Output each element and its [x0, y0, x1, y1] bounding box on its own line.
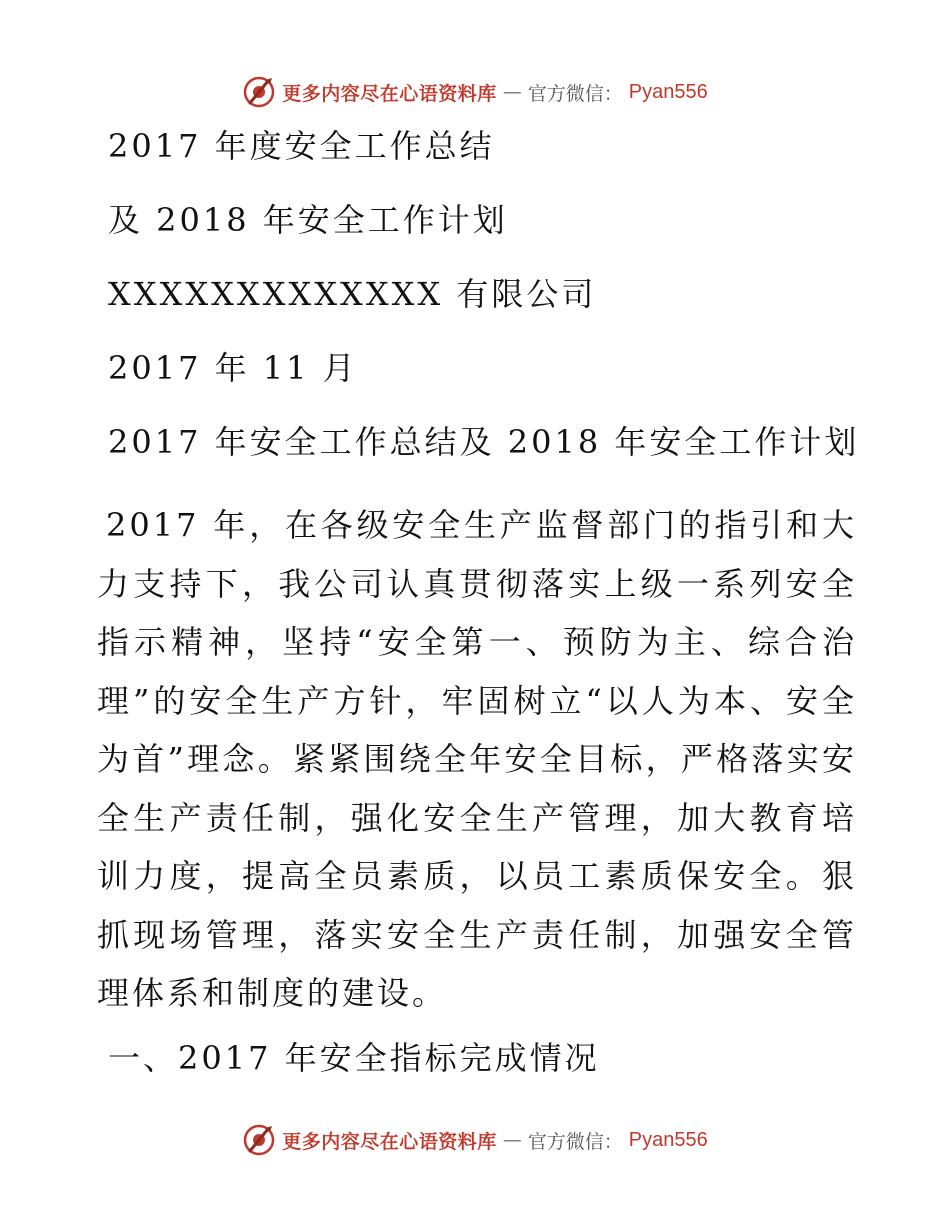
document-heading: 2017 年安全工作总结及 2018 年安全工作计划	[108, 423, 860, 461]
watermark-dash: —	[502, 81, 522, 103]
quill-seal-icon	[242, 1123, 276, 1157]
watermark-wechat-id: Pyan556	[628, 1128, 708, 1151]
intro-paragraph: 2017 年，在各级安全生产监督部门的指引和大力支持下，我公司认真贯彻落实上级一系列安全指示精神，坚持“安全第一、预防为主、综合治理”的安全生产方针，牢固树立“以人为本、安全为首”理念。紧紧围绕全年安全目标，严格落实安全生产责任制，强化安全生产管理，加大教育培训力度，提高全员素质，以员工素质保安全。狠抓现场管理，落实安全生产责任制，加强安全管理体系和制度的建设。	[97, 506, 857, 1012]
watermark-wechat-label: 官方微信：	[527, 1130, 623, 1153]
watermark-dash: —	[502, 1129, 522, 1151]
title-line-1: 2017 年度安全工作总结	[108, 127, 495, 165]
company-name: XXXXXXXXXXXXX 有限公司	[108, 275, 597, 313]
watermark-footer	[0, 1120, 950, 1160]
watermark-brand-text: 更多内容尽在心语资料库	[282, 1130, 497, 1153]
watermark-brand-text: 更多内容尽在心语资料库	[282, 82, 497, 105]
quill-seal-icon	[242, 75, 276, 109]
watermark-wechat-label: 官方微信：	[527, 82, 623, 105]
watermark-header	[0, 72, 950, 112]
document-date: 2017 年 11 月	[108, 349, 358, 387]
title-line-2: 及 2018 年安全工作计划	[108, 201, 508, 239]
watermark-wechat-id: Pyan556	[628, 80, 708, 103]
section-heading-1: 一、2017 年安全指标完成情况	[108, 1039, 600, 1077]
